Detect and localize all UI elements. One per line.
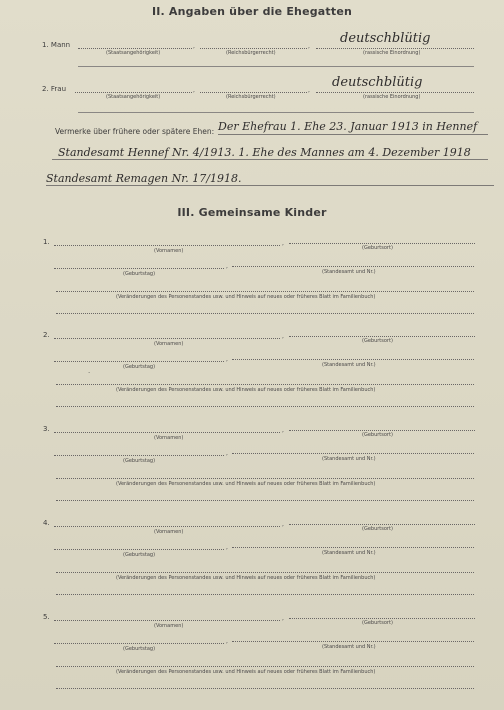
child-birthday-line: [54, 268, 224, 269]
notes-line-1-rule: [218, 134, 488, 135]
spouse-1-caption-race: (rassische Einordnung): [363, 50, 421, 56]
spouse-2-extra-line: [78, 112, 474, 113]
child-birthday-line: [54, 361, 224, 362]
child-caption-names: (Vornamen): [154, 435, 184, 441]
child-changes-line: [56, 291, 474, 292]
child-extra-line: [56, 688, 474, 689]
child-number: 3.: [43, 425, 50, 433]
child-caption-changes: (Veränderungen des Personenstandes usw. und Hinweis auf neues oder früheres Blatt im Familienbuch): [116, 669, 376, 675]
child-entry: [0, 613, 504, 693]
child-number: 4.: [43, 519, 50, 527]
child-birthplace-line: [289, 336, 475, 337]
child-names-line: [54, 245, 280, 246]
child-registry-line: [232, 547, 474, 548]
spouse-1-race-line: [316, 48, 474, 49]
child-extra-line: [56, 313, 474, 314]
child-caption-birthday: (Geburtstag): [123, 646, 156, 652]
child-caption-changes: (Veränderungen des Personenstandes usw. und Hinweis auf neues oder früheres Blatt im Familienbuch): [116, 481, 376, 487]
child-caption-birthplace: (Geburtsort): [362, 432, 393, 438]
child-caption-names: (Vornamen): [154, 248, 184, 254]
child-caption-birthplace: (Geburtsort): [362, 245, 393, 251]
child-caption-birthplace: (Geburtsort): [362, 338, 393, 344]
pencil-mark: ·: [88, 369, 91, 377]
marriage-notes-line-2: Standesamt Hennef Nr. 4/1913. 1. Ehe des Mannes am 4. Dezember 1918: [58, 146, 471, 159]
separator-comma: ,: [193, 87, 195, 94]
spouse-1-race-value: deutschblütig: [340, 31, 431, 46]
notes-line-2-rule: [52, 159, 488, 160]
child-entry: [0, 425, 504, 505]
spouse-2-caption-citizenship: (Reichsbürgerrecht): [226, 94, 276, 100]
child-number: 1.: [43, 238, 50, 246]
marriage-notes-line-1: Der Ehefrau 1. Ehe 23. Januar 1913 in Hennef: [218, 120, 478, 133]
child-entry: [0, 519, 504, 599]
child-extra-line: [56, 406, 474, 407]
child-names-line: [54, 526, 280, 527]
child-caption-registry: (Standesamt und Nr.): [322, 456, 376, 462]
separator-comma: ,: [226, 356, 228, 363]
separator-comma: ,: [282, 615, 284, 622]
child-names-line: [54, 338, 280, 339]
child-registry-line: [232, 266, 474, 267]
child-caption-names: (Vornamen): [154, 341, 184, 347]
child-names-line: [54, 620, 280, 621]
child-caption-birthday: (Geburtstag): [123, 458, 156, 464]
section-2-title: II. Angaben über die Ehegatten: [151, 5, 353, 18]
child-caption-registry: (Standesamt und Nr.): [322, 269, 376, 275]
marriage-notes-label: Vermerke über frühere oder spätere Ehen:: [55, 127, 215, 136]
spouse-1-caption-citizenship: (Reichsbürgerrecht): [226, 50, 276, 56]
spouse-2-race-value: deutschblütig: [332, 75, 423, 90]
separator-comma: ,: [282, 240, 284, 247]
child-caption-birthplace: (Geburtsort): [362, 620, 393, 626]
child-registry-line: [232, 641, 474, 642]
child-caption-registry: (Standesamt und Nr.): [322, 644, 376, 650]
child-changes-line: [56, 572, 474, 573]
child-entry: [0, 238, 504, 318]
spouse-2-race-line: [316, 92, 474, 93]
separator-comma: ,: [282, 333, 284, 340]
child-caption-names: (Vornamen): [154, 623, 184, 629]
child-caption-registry: (Standesamt und Nr.): [322, 550, 376, 556]
child-entry: [0, 331, 504, 411]
child-birthday-line: [54, 455, 224, 456]
child-caption-registry: (Standesamt und Nr.): [322, 362, 376, 368]
separator-comma: ,: [308, 43, 310, 50]
child-changes-line: [56, 384, 474, 385]
separator-comma: ,: [226, 638, 228, 645]
separator-comma: ,: [282, 427, 284, 434]
child-birthplace-line: [289, 243, 475, 244]
child-caption-birthplace: (Geburtsort): [362, 526, 393, 532]
child-birthplace-line: [289, 524, 475, 525]
spouse-2-citizenship-line: [200, 92, 307, 93]
child-caption-birthday: (Geburtstag): [123, 364, 156, 370]
spouse-2-nationality-line: [75, 92, 192, 93]
spouse-1-caption-nationality: (Staatsangehörigkeit): [106, 50, 161, 56]
child-birthplace-line: [289, 430, 475, 431]
spouse-2-caption-race: (rassische Einordnung): [363, 94, 421, 100]
child-caption-changes: (Veränderungen des Personenstandes usw. und Hinweis auf neues oder früheres Blatt im Familienbuch): [116, 387, 376, 393]
child-changes-line: [56, 478, 474, 479]
separator-comma: ,: [282, 521, 284, 528]
spouse-1-label: 1. Mann: [42, 41, 71, 49]
section-3-title: III. Gemeinsame Kinder: [177, 206, 327, 219]
child-extra-line: [56, 500, 474, 501]
child-birthday-line: [54, 549, 224, 550]
marriage-notes-line-3: Standesamt Remagen Nr. 17/1918.: [46, 172, 242, 185]
child-changes-line: [56, 666, 474, 667]
child-birthday-line: [54, 643, 224, 644]
child-caption-birthday: (Geburtstag): [123, 552, 156, 558]
child-number: 2.: [43, 331, 50, 339]
spouse-1-extra-line: [78, 66, 474, 67]
child-registry-line: [232, 453, 474, 454]
child-birthplace-line: [289, 618, 475, 619]
spouse-2-label: 2. Frau: [42, 85, 67, 93]
child-number: 5.: [43, 613, 50, 621]
separator-comma: ,: [193, 43, 195, 50]
child-caption-birthday: (Geburtstag): [123, 271, 156, 277]
separator-comma: ,: [226, 450, 228, 457]
child-caption-changes: (Veränderungen des Personenstandes usw. und Hinweis auf neues oder früheres Blatt im Familienbuch): [116, 575, 376, 581]
child-caption-changes: (Veränderungen des Personenstandes usw. und Hinweis auf neues oder früheres Blatt im Familienbuch): [116, 294, 376, 300]
child-extra-line: [56, 594, 474, 595]
separator-comma: ,: [226, 263, 228, 270]
notes-line-3-rule: [46, 185, 494, 186]
child-registry-line: [232, 359, 474, 360]
spouse-1-nationality-line: [78, 48, 192, 49]
separator-comma: ,: [308, 87, 310, 94]
spouse-1-citizenship-line: [200, 48, 307, 49]
separator-comma: ,: [226, 544, 228, 551]
child-caption-names: (Vornamen): [154, 529, 184, 535]
spouse-2-caption-nationality: (Staatsangehörigkeit): [106, 94, 161, 100]
child-names-line: [54, 432, 280, 433]
